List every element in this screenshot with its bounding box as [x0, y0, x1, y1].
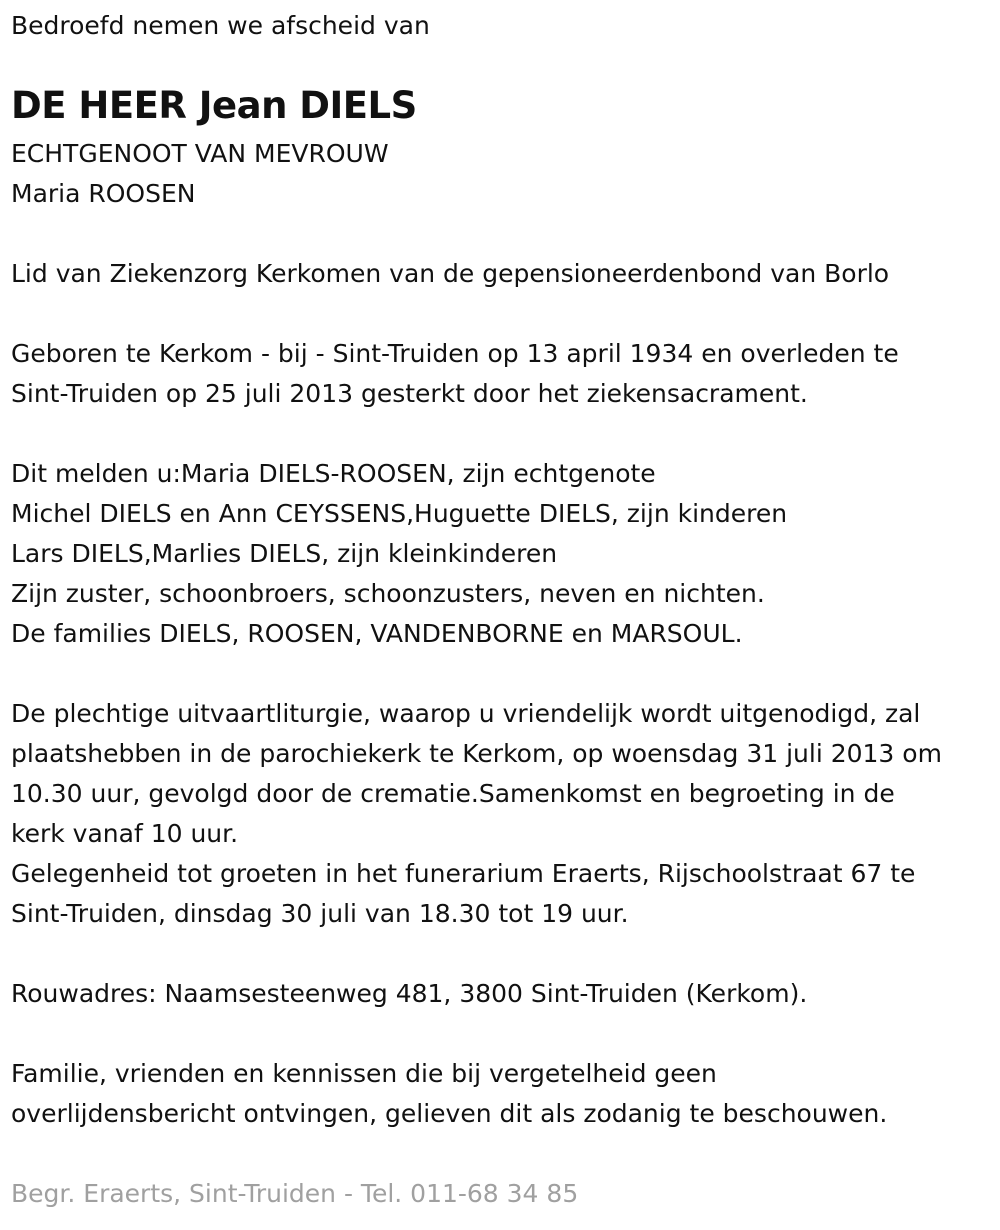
paragraph-line: Sint-Truiden, dinsdag 30 juli van 18.30 tot 19 uur.: [11, 899, 629, 928]
paragraph-line: Gelegenheid tot groeten in het funerarium Eraerts, Rijschoolstraat 67 te: [11, 859, 916, 888]
address-block: [11, 974, 807, 1014]
paragraph-line: De plechtige uitvaartliturgie, waarop u vriendelijk wordt uitgenodigd, zal: [11, 699, 921, 728]
spouse-title: ECHTGENOOT VAN MEVROUW: [11, 139, 389, 168]
announcer-line: Dit melden u:Maria DIELS-ROOSEN, zijn echtgenote: [11, 459, 656, 488]
paragraph-line: plaatshebben in de parochiekerk te Kerkom, op woensdag 31 juli 2013 om: [11, 739, 942, 768]
funeral-home-footer: Begr. Eraerts, Sint-Truiden - Tel. 011-68 34 85: [11, 1179, 579, 1208]
announcer-line: Lars DIELS,Marlies DIELS, zijn kleinkinderen: [11, 539, 558, 568]
announcer-line: De families DIELS, ROOSEN, VANDENBORNE en MARSOUL.: [11, 619, 743, 648]
announcer-line: Michel DIELS en Ann CEYSSENS,Huguette DIELS, zijn kinderen: [11, 499, 788, 528]
birth-death-paragraph: [11, 334, 899, 414]
address-text: Rouwadres: Naamsesteenweg 481, 3800 Sint-Truiden (Kerkom).: [11, 979, 808, 1008]
spouse-block: [11, 134, 389, 214]
intro-text: Bedroefd nemen we afscheid van: [11, 11, 430, 40]
paragraph-line: Familie, vrienden en kennissen die bij vergetelheid geen: [11, 1059, 717, 1088]
notice-paragraph: [11, 1054, 887, 1134]
announcer-line: Zijn zuster, schoonbroers, schoonzusters, neven en nichten.: [11, 579, 765, 608]
spouse-name: Maria ROOSEN: [11, 179, 196, 208]
deceased-name: DE HEER Jean DIELS: [11, 84, 417, 127]
membership-text: Lid van Ziekenzorg Kerkomen van de gepensioneerdenbond van Borlo: [11, 259, 890, 288]
liturgy-paragraph: [11, 694, 942, 934]
paragraph-line: kerk vanaf 10 uur.: [11, 819, 239, 848]
paragraph-line: Geboren te Kerkom - bij - Sint-Truiden op 13 april 1934 en overleden te: [11, 339, 899, 368]
announcers-paragraph: [11, 454, 787, 654]
paragraph-line: overlijdensbericht ontvingen, gelieven dit als zodanig te beschouwen.: [11, 1099, 888, 1128]
paragraph-line: 10.30 uur, gevolgd door de crematie.Samenkomst en begroeting in de: [11, 779, 895, 808]
paragraph-line: Sint-Truiden op 25 juli 2013 gesterkt door het ziekensacrament.: [11, 379, 808, 408]
membership-block: [11, 254, 889, 294]
